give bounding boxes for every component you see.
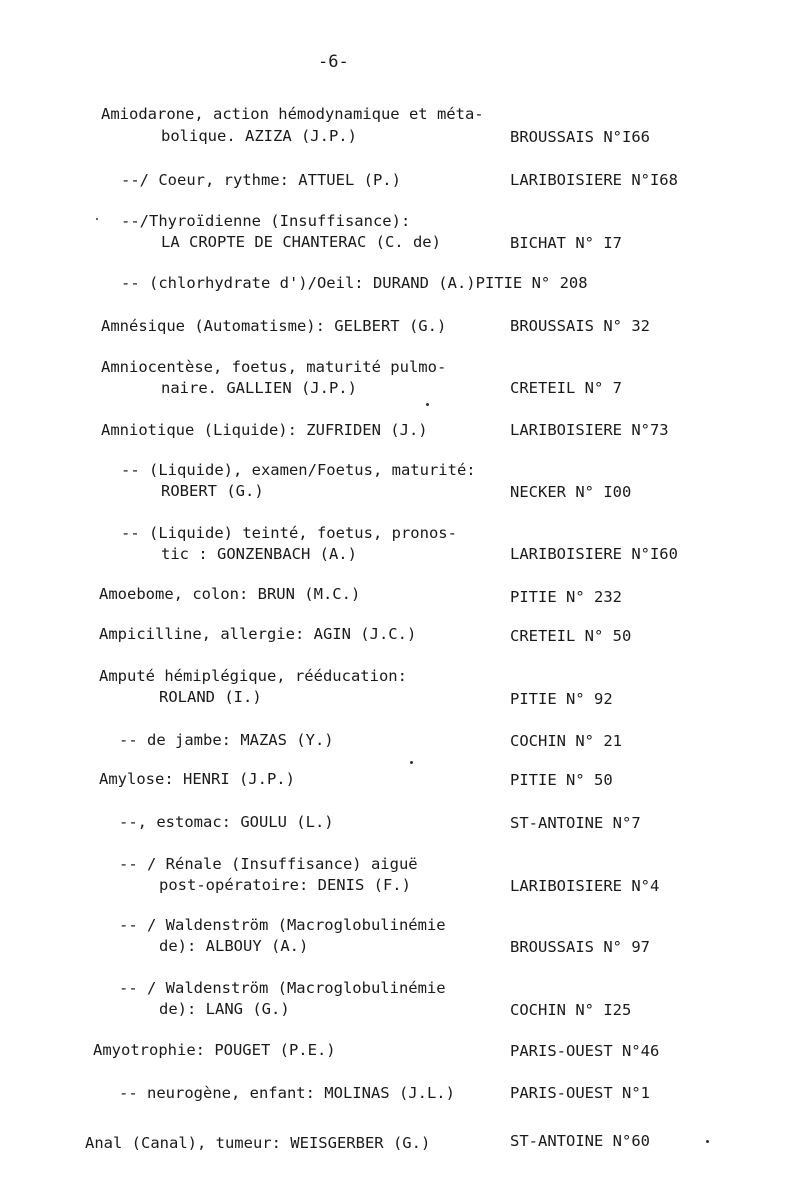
entry-line: --, estomac: GOULU (L.) bbox=[119, 813, 334, 831]
entry-line: post-opératoire: DENIS (F.) bbox=[159, 876, 411, 894]
entry-line: Amyotrophie: POUGET (P.E.) bbox=[93, 1041, 336, 1059]
entry-line: Amoebome, colon: BRUN (M.C.) bbox=[99, 585, 361, 603]
entry-reference: CRETEIL N° 7 bbox=[510, 379, 622, 397]
entry-reference: COCHIN N° 21 bbox=[510, 732, 622, 750]
entry-line: naire. GALLIEN (J.P.) bbox=[161, 379, 357, 397]
entry-reference: ST-ANTOINE N°60 bbox=[510, 1132, 650, 1150]
entry-line: -- neurogène, enfant: MOLINAS (J.L.) bbox=[119, 1084, 455, 1102]
entry-reference: LARIBOISIERE N°73 bbox=[510, 421, 669, 439]
entry-line: -- (chlorhydrate d')/Oeil: DURAND (A.)PITIE N° 208 bbox=[121, 274, 588, 292]
entry-line: Amputé hémiplégique, rééducation: bbox=[99, 667, 407, 685]
entry-reference: PITIE N° 232 bbox=[510, 588, 622, 606]
entry-line: Amniocentèse, foetus, maturité pulmo- bbox=[101, 358, 447, 376]
entry-line: de): LANG (G.) bbox=[159, 1000, 290, 1018]
entry-line: --/Thyroïdienne (Insuffisance): bbox=[121, 212, 411, 230]
entry-reference: BROUSSAIS N° 97 bbox=[510, 938, 650, 956]
entry-reference: PARIS-OUEST N°46 bbox=[510, 1042, 660, 1060]
entry-line: -- / Waldenström (Macroglobulinémie bbox=[119, 979, 446, 997]
entry-line: -- (Liquide) teinté, foetus, pronos- bbox=[121, 524, 457, 542]
scan-speck bbox=[410, 761, 413, 764]
entry-line: -- (Liquide), examen/Foetus, maturité: bbox=[121, 461, 476, 479]
scan-speck bbox=[96, 218, 98, 220]
entry-reference: PARIS-OUEST N°1 bbox=[510, 1084, 650, 1102]
entry-line: -- / Waldenström (Macroglobulinémie bbox=[119, 916, 446, 934]
entry-line: --/ Coeur, rythme: ATTUEL (P.) bbox=[121, 171, 401, 189]
entry-reference: BROUSSAIS N° 32 bbox=[510, 317, 650, 335]
entry-line: ROLAND (I.) bbox=[159, 688, 262, 706]
entry-reference: CRETEIL N° 50 bbox=[510, 627, 632, 645]
entry-line: Amiodarone, action hémodynamique et méta- bbox=[101, 105, 484, 123]
entry-reference: BICHAT N° I7 bbox=[510, 234, 622, 252]
entry-line: Amniotique (Liquide): ZUFRIDEN (J.) bbox=[101, 421, 428, 439]
entry-reference: LARIBOISIERE N°I60 bbox=[510, 545, 678, 563]
entry-line: Anal (Canal), tumeur: WEISGERBER (G.) bbox=[85, 1134, 431, 1152]
entry-line: -- de jambe: MAZAS (Y.) bbox=[119, 731, 334, 749]
scan-speck bbox=[426, 403, 429, 406]
entry-reference: PITIE N° 50 bbox=[510, 771, 613, 789]
entry-line: -- / Rénale (Insuffisance) aiguë bbox=[119, 855, 418, 873]
entry-reference: ST-ANTOINE N°7 bbox=[510, 814, 641, 832]
entry-line: LA CROPTE DE CHANTERAC (C. de) bbox=[161, 233, 441, 251]
entry-reference: LARIBOISIERE N°4 bbox=[510, 877, 660, 895]
entry-reference: BROUSSAIS N°I66 bbox=[510, 128, 650, 146]
entry-reference: PITIE N° 92 bbox=[510, 690, 613, 708]
page-number: -6- bbox=[318, 52, 349, 72]
entry-reference: LARIBOISIERE N°I68 bbox=[510, 171, 678, 189]
entry-line: bolique. AZIZA (J.P.) bbox=[161, 127, 357, 145]
entry-line: Amylose: HENRI (J.P.) bbox=[99, 770, 295, 788]
entry-line: Ampicilline, allergie: AGIN (J.C.) bbox=[99, 625, 417, 643]
entry-reference: COCHIN N° I25 bbox=[510, 1001, 632, 1019]
entry-line: Amnésique (Automatisme): GELBERT (G.) bbox=[101, 317, 447, 335]
entry-line: tic : GONZENBACH (A.) bbox=[161, 545, 357, 563]
entry-reference: NECKER N° I00 bbox=[510, 483, 632, 501]
scan-speck bbox=[706, 1140, 709, 1143]
entry-line: ROBERT (G.) bbox=[161, 482, 264, 500]
entry-line: de): ALBOUY (A.) bbox=[159, 937, 309, 955]
